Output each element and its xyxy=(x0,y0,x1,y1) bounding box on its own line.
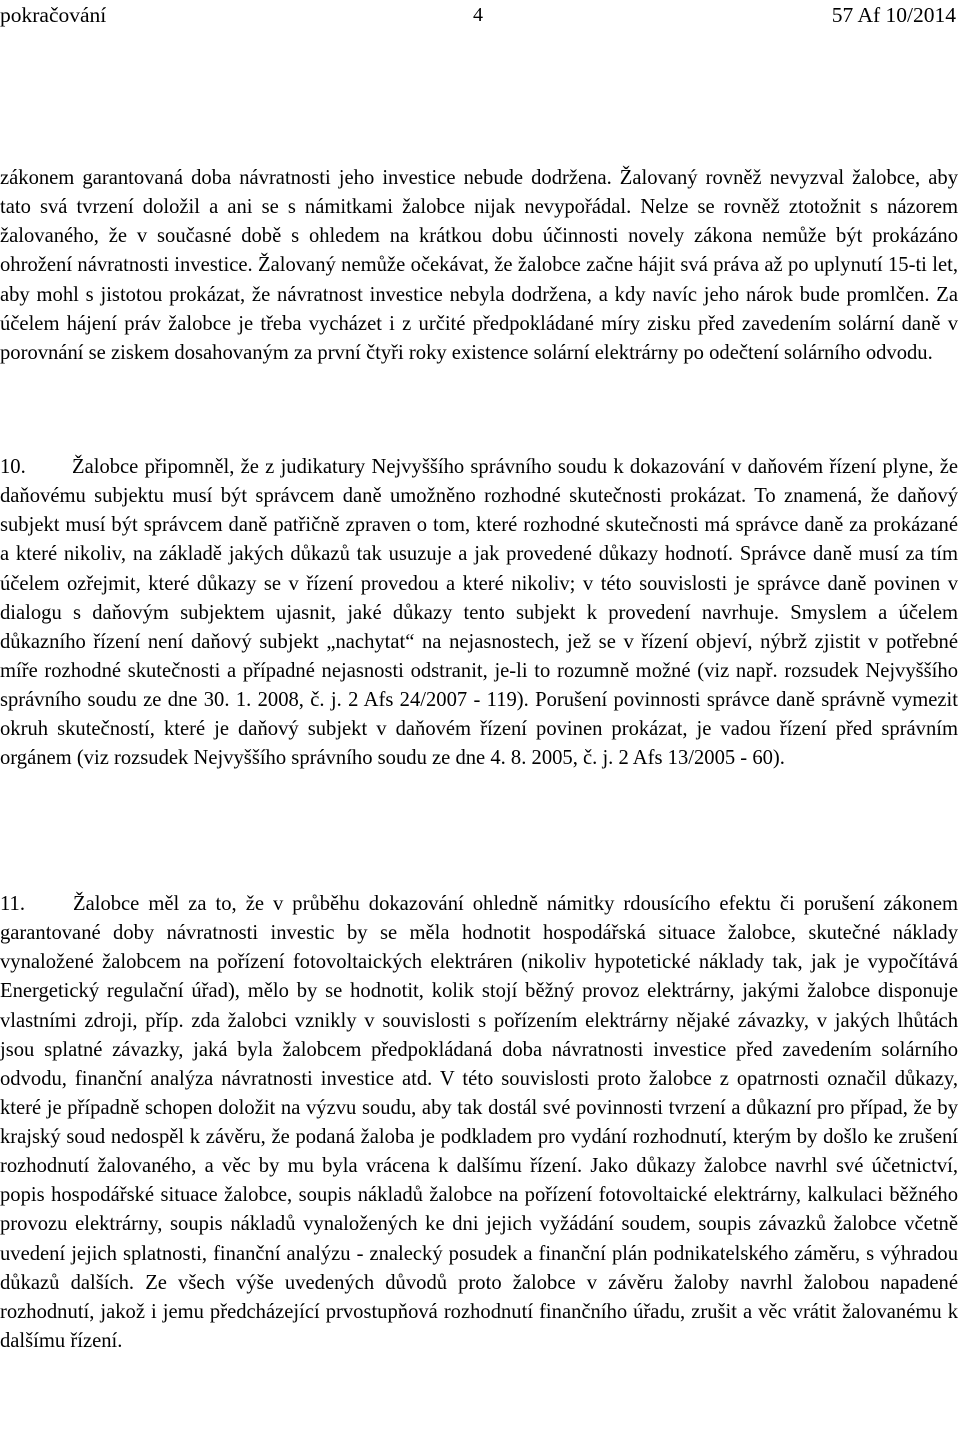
page-header xyxy=(0,0,960,32)
paragraph-number: 10. xyxy=(0,456,26,478)
page-number: 4 xyxy=(473,4,483,26)
paragraph-number: 11. xyxy=(0,893,25,915)
paragraph-text: Žalobce připomněl, že z judikatury Nejvyššího správního soudu k dokazování v daňovém řízení plyne, že daňovému subjektu musí být správcem daně umožněno rozhodné skutečnosti prokázat. To znamená, že daňový subjekt musí být správcem daně patřičně zpraven o tom, které rozhodné skutečnosti má správce daně za prokázané a které nikoliv, na základě jakých důkazů tak usuzuje a jak provedené důkazy hodnotí. Správce daně musí za tím účelem ozřejmit, které důkazy se v řízení provedou a které nikoliv; v této souvislosti je správce daně povinen v dialogu s daňovým subjektem ujasnit, jaké důkazy tento subjekt k provedení navrhuje. Smyslem a účelem důkazního řízení není daňový subjekt „nachytat“ na nejasnostech, jež se v řízení objeví, nýbrž zjistit v potřebné míře rozhodné skutečnosti a případné nejasnosti odstranit, je-li to rozumně možné (viz např. rozsudek Nejvyššího správního soudu ze dne 30. 1. 2008, č. j. 2 Afs 24/2007 - 119). Porušení povinnosti správce daně správně vymezit okruh skutečností, které je daňový subjekt v daňovém řízení povinen prokázat, je vadou řízení před správním orgánem (viz rozsudek Nejvyššího správního soudu ze dne 4. 8. 2005, č. j. 2 Afs 13/2005 - 60). xyxy=(0,456,958,770)
continuation-label: pokračování xyxy=(0,3,107,27)
paragraph-10 xyxy=(0,453,958,773)
paragraph-continuation xyxy=(0,164,958,368)
paragraph-11 xyxy=(0,890,958,1356)
paragraph-text: Žalobce měl za to, že v průběhu dokazování ohledně námitky rdousícího efektu či porušení zákonem garantované doby návratnosti investic by se měla hodnotit hospodářská situace žalobce, skutečné náklady vynaložené žalobcem na pořízení fotovoltaických elektráren (nikoliv hypotetické náklady tak, jak je vypočítává Energetický regulační úřad), mělo by se hodnotit, kolik stojí běžný provoz elektrárny, jakými žalobce disponuje vlastními zdroji, příp. zda žalobci vznikly v souvislosti s pořízením elektrárny nějaké závazky, v jakých lhůtách jsou splatné závazky, jaká byla žalobcem předpokládaná doba návratnosti investice před zavedením solárního odvodu, finanční analýza návratnosti investice atd. V této souvislosti proto žalobce z opatrnosti označil důkazy, které je případně schopen doložit na výzvu soudu, aby tak dostál své povinnosti tvrzení a důkazní pro případ, že by krajský soud nedospěl k závěru, že podaná žaloba je podkladem pro vydání rozhodnutí, kterým by došlo ke zrušení rozhodnutí žalovaného, a věc by mu byla vrácena k dalšímu řízení. Jako důkazy žalobce navrhl své účetnictví, popis hospodářské situace žalobce, soupis nákladů žalobce na pořízení fotovoltaické elektrárny, kalkulaci běžného provozu elektrárny, soupis nákladů vynaložených ke dni jejich vyžádání soudem, soupis závazků žalobce včetně uvedení jejich splatnosti, finanční analýzu - znalecký posudek a finanční plán podnikatelského záměru, s výhradou důkazů dalších. Ze všech výše uvedených důvodů proto žalobce v závěru žaloby navrhl žalobou napadené rozhodnutí, jakož i jemu předcházející prvostupňová rozhodnutí finančního úřadu, zrušit a věc vrátit žalovanému k dalšímu řízení. xyxy=(0,893,958,1352)
case-number: 57 Af 10/2014 xyxy=(831,3,956,27)
paragraph-text: zákonem garantovaná doba návratnosti jeho investice nebude dodržena. Žalovaný rovněž nevyzval žalobce, aby tato svá tvrzení doložil a ani se s námitkami žalobce nijak nevypořádal. Nelze se rovněž ztotožnit s názorem žalovaného, že v současné době s ohledem na krátkou dobu účinnosti novely zákona nemůže být prokázáno ohrožení návratnosti investice. Žalovaný nemůže očekávat, že žalobce začne hájit svá práva až po uplynutí 15-ti let, aby mohl s jistotou prokázat, že návratnost investice nebyla dodržena, a kdy navíc jeho nárok bude promlčen. Za účelem hájení práv žalobce je třeba vycházet i z určité předpokládané míry zisku před zavedením solární daně v porovnání se ziskem dosahovaným za první čtyři roky existence solární elektrárny po odečtení solárního odvodu. xyxy=(0,167,958,364)
